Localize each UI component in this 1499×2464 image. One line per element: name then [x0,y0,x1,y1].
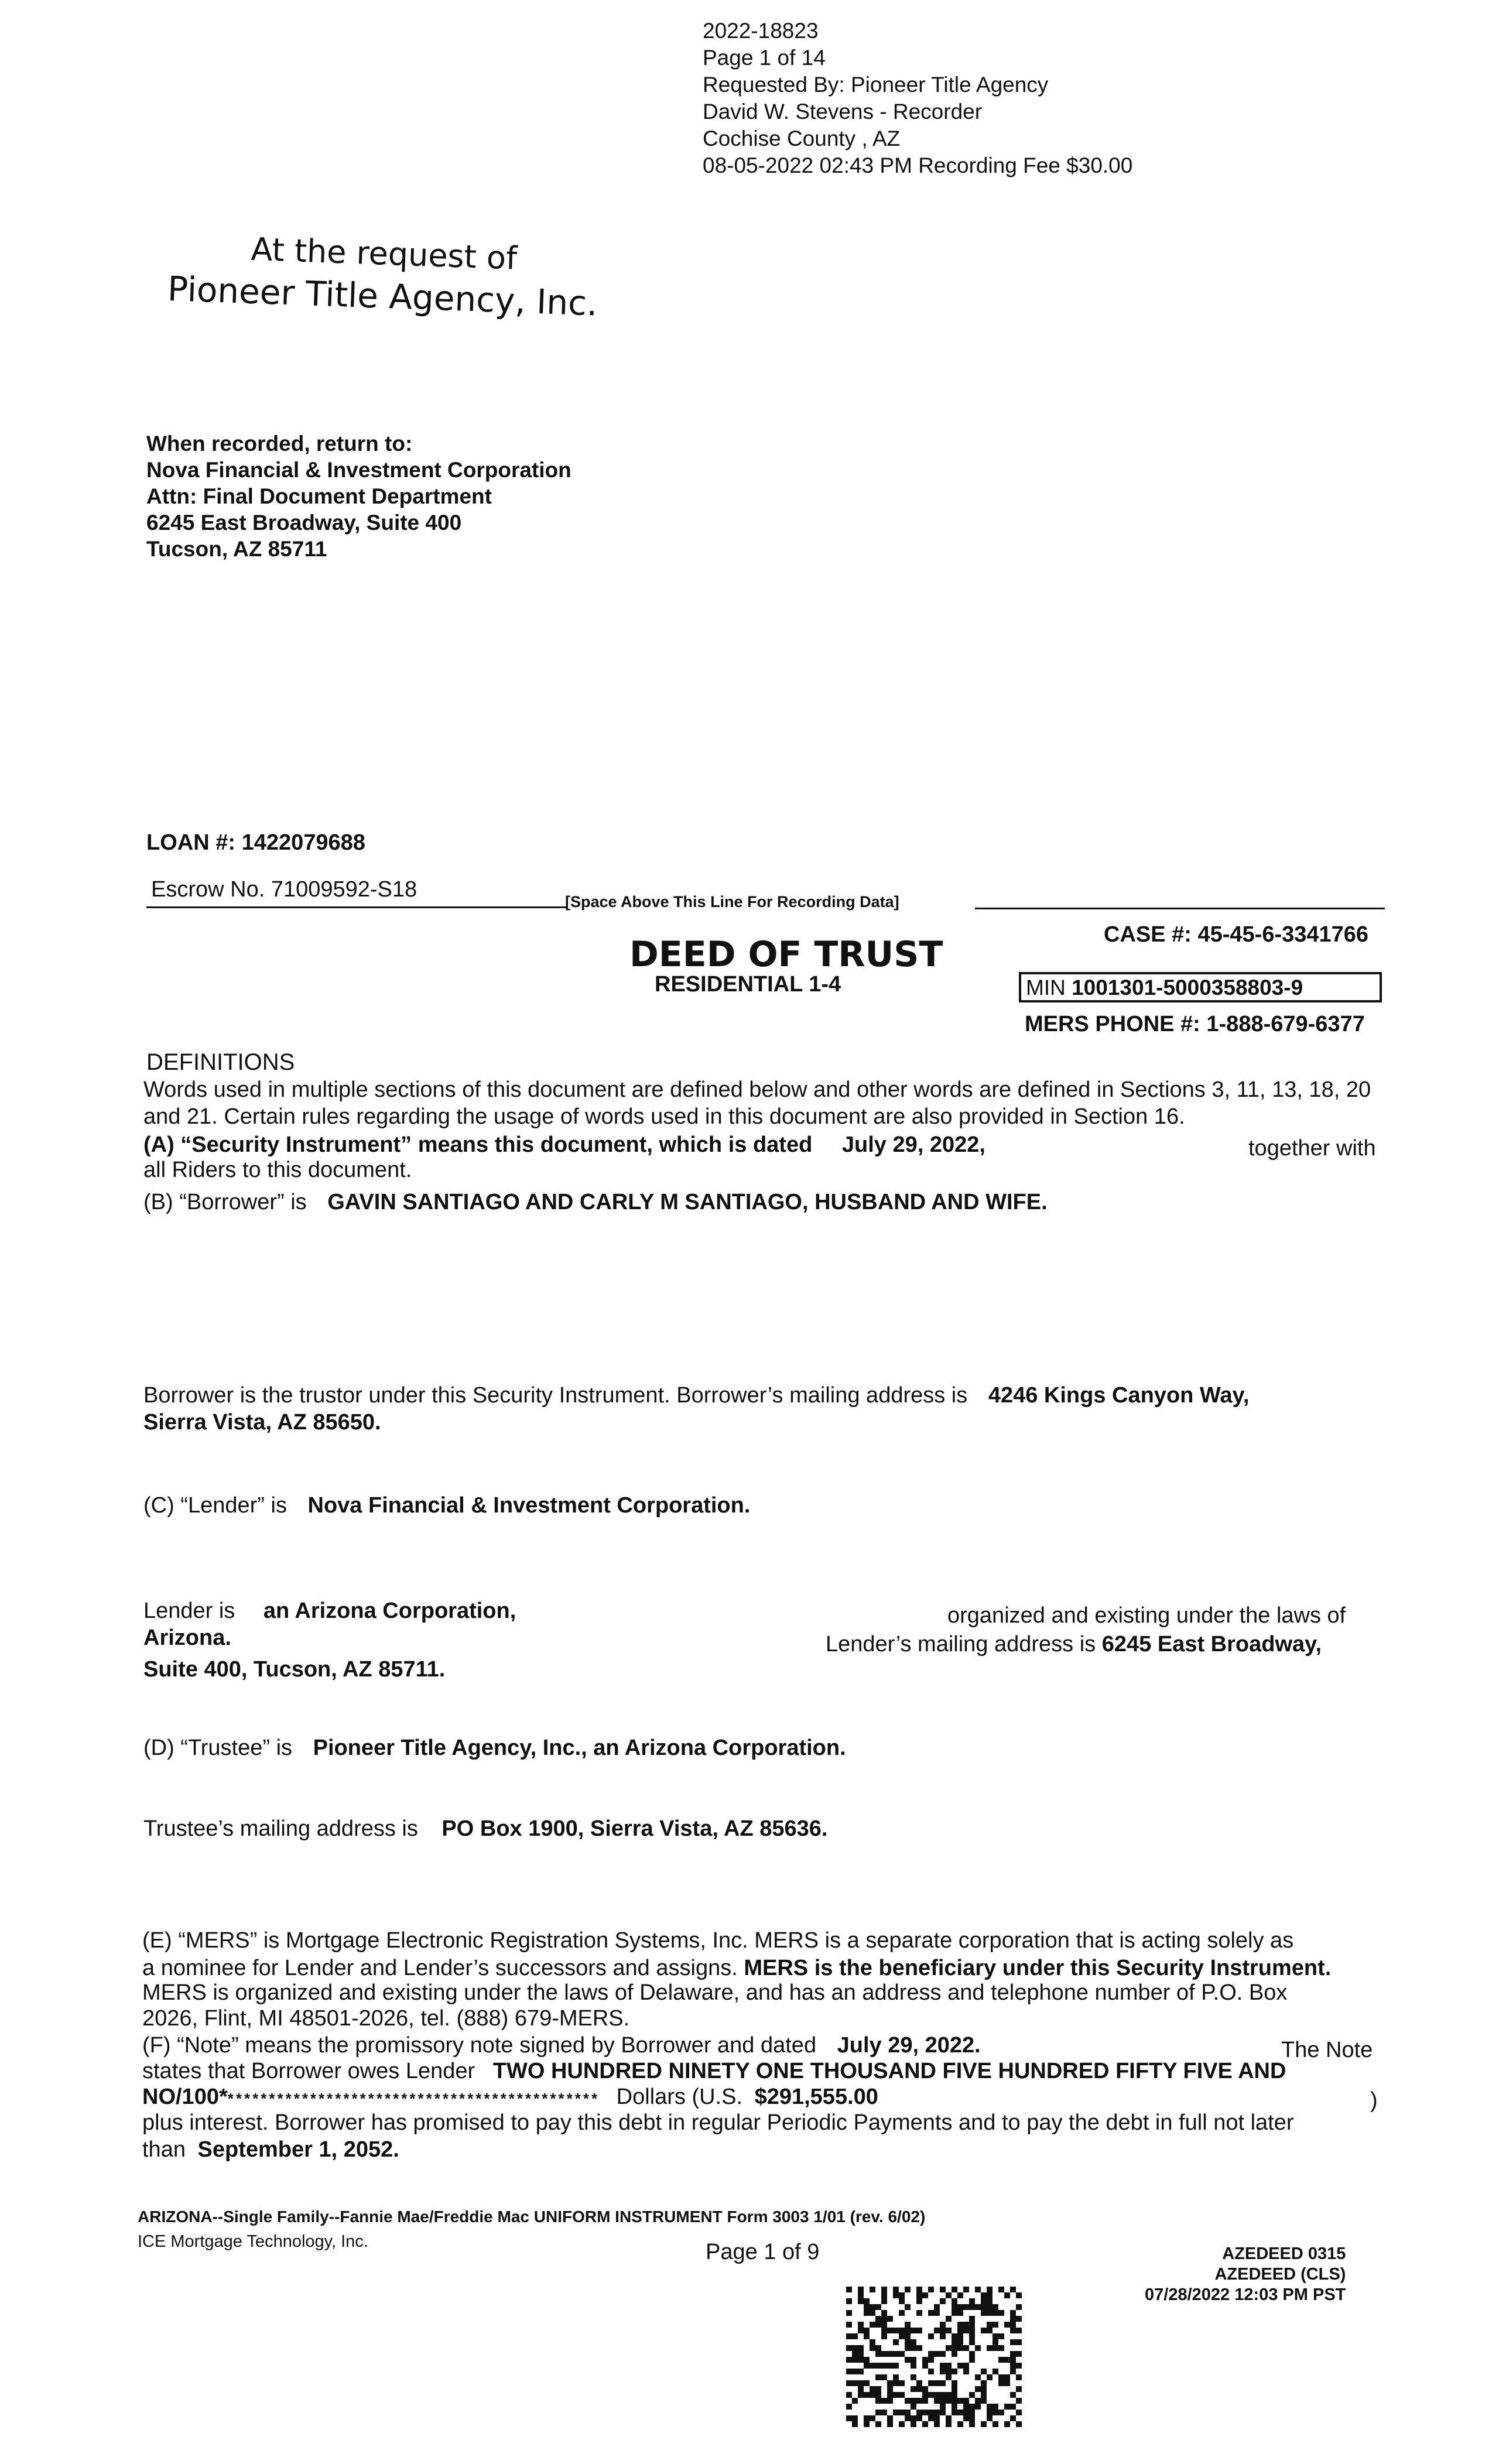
min-label: MIN [1026,976,1066,1000]
request-stamp [167,225,600,325]
footer-codes [1145,2244,1346,2305]
definition-a [143,1131,985,1158]
definition-f-label: (F) “Note” means the promissory note signed by Borrower and dated [142,2033,817,2058]
recording-divider-right [975,908,1385,909]
definition-d [143,1734,846,1761]
definition-f-dollars: Dollars (U.S. [616,2085,743,2109]
min-box [1019,972,1382,1002]
definition-f-date: July 29, 2022. [837,2033,981,2058]
definition-c [143,1492,750,1519]
definition-f-line2 [142,2058,1286,2085]
definition-e-line2 [142,1955,1331,1982]
definitions-heading: DEFINITIONS [146,1049,295,1075]
document-subtitle: RESIDENTIAL 1-4 [655,972,841,997]
trustee-address-line [143,1815,827,1842]
definition-c-value: Nova Financial & Investment Corporation. [307,1493,751,1518]
definition-a-tail: together with [1248,1136,1376,1161]
definition-c-label: (C) “Lender” is [143,1493,287,1518]
lender-is-label: Lender is [143,1599,235,1623]
definition-a-label: (A) “Security Instrument” means this document, which is dated [143,1132,813,1157]
lender-mailing-label: Lender’s mailing address is [826,1632,1096,1657]
loan-value: 1422079688 [241,830,365,855]
mers-phone-value: 1-888-679-6377 [1206,1012,1365,1036]
definition-e-line3: MERS is organized and existing under the laws of Delaware, and has an address and telephone number of P.O. Box [142,1980,1288,2005]
borrower-address-line [143,1382,1249,1409]
recording-divider-left [146,906,568,908]
recording-date-fee: 08-05-2022 02:43 PM Recording Fee $30.00 [703,153,1133,177]
trustee-address: PO Box 1900, Sierra Vista, AZ 85636. [442,1816,828,1841]
document-title: DEED OF TRUST [629,934,943,975]
min-value: 1001301-5000358803-9 [1072,976,1303,1000]
definition-a-date: July 29, 2022, [841,1132,985,1157]
footer-vendor: ICE Mortgage Technology, Inc. [138,2232,368,2251]
document-number: 2022-18823 [703,19,819,43]
definition-f-amount-words: TWO HUNDRED NINETY ONE THOUSAND FIVE HUNDRED FIFTY FIVE AND [492,2059,1286,2083]
definition-f-line3 [142,2083,878,2112]
definitions-intro: Words used in multiple sections of this document are defined below and other words are defined in Sections 3, 11, 13, 18, 20 and 21. Certain rules regarding the usage of words used in this document are also provided in Section 16. [143,1077,1371,1129]
return-company: Nova Financial & Investment Corporation [146,458,571,482]
definition-a-continued: all Riders to this document. [143,1158,412,1182]
loan-label: LOAN #: [146,830,235,855]
footer-form-id: ARIZONA--Single Family--Fannie Mae/Freddie Mac UNIFORM INSTRUMENT Form 3003 1/01 (rev. 6/02) [138,2208,926,2226]
escrow-number: Escrow No. 71009592-S18 [151,877,417,902]
definition-b-label: (B) “Borrower” is [143,1190,307,1214]
request-stamp-line1: At the request of [250,230,518,277]
borrower-text: Borrower is the trustor under this Security Instrument. Borrower’s mailing address is [143,1383,968,1408]
requested-by: Requested By: Pioneer Title Agency [703,73,1049,97]
lender-address-2: Suite 400, Tucson, AZ 85711. [143,1657,446,1682]
definition-e-line2a: a nominee for Lender and Lender’s successors and assigns. [142,1956,738,1980]
definition-f-tail: The Note [1281,2038,1373,2062]
definition-f-line2a: states that Borrower owes Lender [142,2059,475,2083]
lender-type: an Arizona Corporation, [263,1599,516,1623]
definition-f [142,2032,981,2059]
recording-stamp [703,18,1132,179]
return-city: Tucson, AZ 85711 [146,537,327,561]
county: Cochise County , AZ [703,126,901,150]
borrower-address-1: 4246 Kings Canyon Way, [988,1383,1250,1408]
stamp-page-count: Page 1 of 14 [703,46,826,70]
definition-f-amount: $291,555.00 [754,2085,878,2109]
mers-phone-label: MERS PHONE #: [1025,1012,1200,1036]
return-attn: Attn: Final Document Department [146,484,492,508]
definition-b [143,1189,1048,1216]
request-stamp-line2: Pioneer Title Agency, Inc. [167,268,598,324]
case-number [1104,922,1368,947]
borrower-address-2: Sierra Vista, AZ 85650. [143,1410,381,1435]
barcode-icon [846,2287,1022,2427]
footer-timestamp: 07/28/2022 12:03 PM PST [1145,2285,1346,2304]
definition-d-value: Pioneer Title Agency, Inc., an Arizona Corporation. [313,1736,846,1760]
return-to-block [146,430,571,562]
return-street: 6245 East Broadway, Suite 400 [146,511,462,535]
lender-is [143,1597,516,1624]
lender-mailing [826,1631,1322,1658]
definition-f-maturity-date: September 1, 2052. [197,2137,399,2162]
definition-b-value: GAVIN SANTIAGO AND CARLY M SANTIAGO, HUSBAND AND WIFE. [327,1190,1048,1214]
definition-e-line4: 2026, Flint, MI 48501-2026, tel. (888) 679-MERS. [142,2006,630,2031]
recording-data-line: [Space Above This Line For Recording Data] [565,893,899,911]
definition-f-line4: plus interest. Borrower has promised to pay this debt in regular Periodic Payments and to pay the debt in full not later [142,2110,1294,2135]
lender-organized: organized and existing under the laws of [947,1603,1346,1628]
definition-f-stars: ********************************************* [227,2090,600,2107]
definition-e-line1: (E) “MERS” is Mortgage Electronic Registration Systems, Inc. MERS is a separate corporation that is acting solely as [142,1928,1294,1953]
definition-e-line2b: MERS is the beneficiary under this Security Instrument. [744,1956,1332,1980]
definition-f-no100: NO/100* [142,2085,228,2109]
recorder: David W. Stevens - Recorder [703,100,983,124]
footer-page-number: Page 1 of 9 [706,2240,820,2264]
lender-state: Arizona. [143,1625,231,1650]
mers-phone [1025,1012,1365,1037]
footer-code-2: AZEDEED (CLS) [1214,2265,1346,2284]
loan-number [146,830,365,855]
definition-f-close-paren: ) [1370,2088,1378,2113]
return-heading: When recorded, return to: [146,432,413,456]
case-value: 45-45-6-3341766 [1197,922,1369,947]
footer-code-1: AZEDEED 0315 [1222,2244,1346,2263]
lender-address-1: 6245 East Broadway, [1101,1632,1322,1657]
definition-f-than: than [142,2137,186,2162]
case-label: CASE #: [1104,922,1192,947]
trustee-text: Trustee’s mailing address is [143,1816,418,1841]
definition-f-line5 [142,2136,399,2163]
definition-d-label: (D) “Trustee” is [143,1736,293,1760]
